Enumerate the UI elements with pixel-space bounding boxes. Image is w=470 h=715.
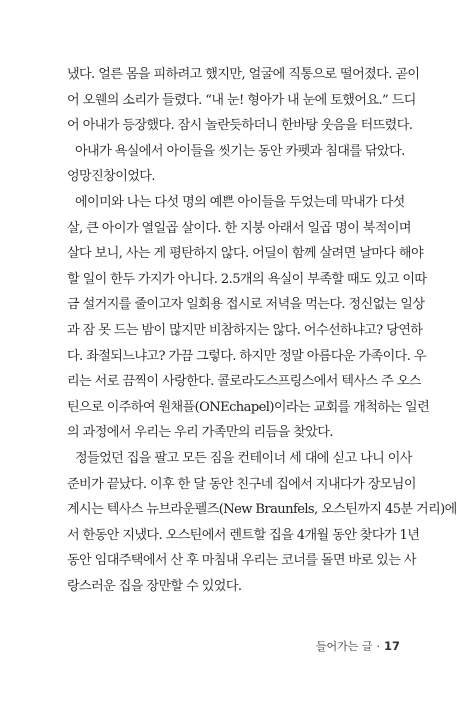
running-head: 들어가는 글	[315, 640, 373, 653]
text-line: 리는 서로 끔찍이 사랑한다. 콜로라도스프링스에서 텍사스 주 오스	[67, 374, 421, 390]
text-line: 할 일이 한두 가지가 아니다. 2.5개의 욕실이 부족할 때도 있고 이따	[67, 271, 427, 287]
text-line: 어 아내가 등장했다. 잠시 놀란듯하더니 한바탕 웃음을 터뜨렸다.	[67, 118, 413, 134]
text-line: 준비가 끝났다. 이후 한 달 동안 친구네 집에서 지내다가 장모님이	[67, 476, 416, 492]
text-line: 정들었던 집을 팔고 모든 짐을 컨테이너 세 대에 싣고 나니 이사	[75, 450, 412, 466]
text-line: 다. 좌절되느냐고? 가끔 그렇다. 하지만 정말 아름다운 가족이다. 우	[67, 348, 426, 364]
text-line: 살다 보니, 사는 게 평탄하지 않다. 어딜이 함께 살려면 날마다 해야	[67, 246, 424, 262]
text-line: 어 오웬의 소리가 들렸다. “내 눈! 형아가 내 눈에 토했어요.” 드디	[67, 92, 416, 108]
text-line: 의 과정에서 우리는 우리 가족만의 리듬을 찾았다.	[67, 425, 333, 441]
page-footer	[316, 638, 400, 654]
text-line: 서 한동안 지냈다. 오스틴에서 렌트할 집을 4개월 동안 찾다가 1년	[67, 527, 420, 543]
text-line: 계시는 텍사스 뉴브라운펠즈(New Braunfels, 오스틴까지 45분 거리)에	[67, 502, 457, 518]
text-line: 냈다. 얼른 몸을 피하려고 했지만, 얼굴에 직통으로 떨어졌다. 곧이	[67, 67, 420, 82]
paragraph	[67, 62, 420, 139]
paragraph	[67, 446, 457, 600]
page-number: 17	[383, 639, 400, 653]
text-line: 동안 임대주택에서 산 후 마침내 우리는 코너를 돌면 바로 있는 사	[67, 553, 416, 569]
text-line: 금 설거지를 줄이고자 일회용 접시로 저녁을 먹는다. 정신없는 일상	[67, 297, 425, 313]
text-line: 아내가 욕실에서 아이들을 씻기는 동안 카펫과 침대를 닦았다.	[75, 143, 405, 159]
body-text	[67, 62, 457, 599]
text-line: 엉망진창이었다.	[67, 169, 155, 185]
paragraph	[67, 139, 403, 190]
text-line: 틴으로 이주하여 원채플(ONEchapel)이라는 교회를 개척하는 일련	[67, 399, 430, 415]
text-line: 과 잠 못 드는 밤이 많지만 비참하지는 않다. 어수선하냐고? 당연하	[67, 322, 423, 338]
footer-separator: ·	[376, 640, 380, 653]
text-line: 살, 큰 아이가 열일곱 살이다. 한 지붕 아래서 일곱 명이 북적이며	[67, 220, 411, 236]
text-line: 에이미와 나는 다섯 명의 예쁜 아이들을 두었는데 막내가 다섯	[75, 194, 405, 210]
text-line: 랑스러운 집을 장만할 수 있었다.	[67, 578, 242, 594]
paragraph	[67, 190, 430, 446]
